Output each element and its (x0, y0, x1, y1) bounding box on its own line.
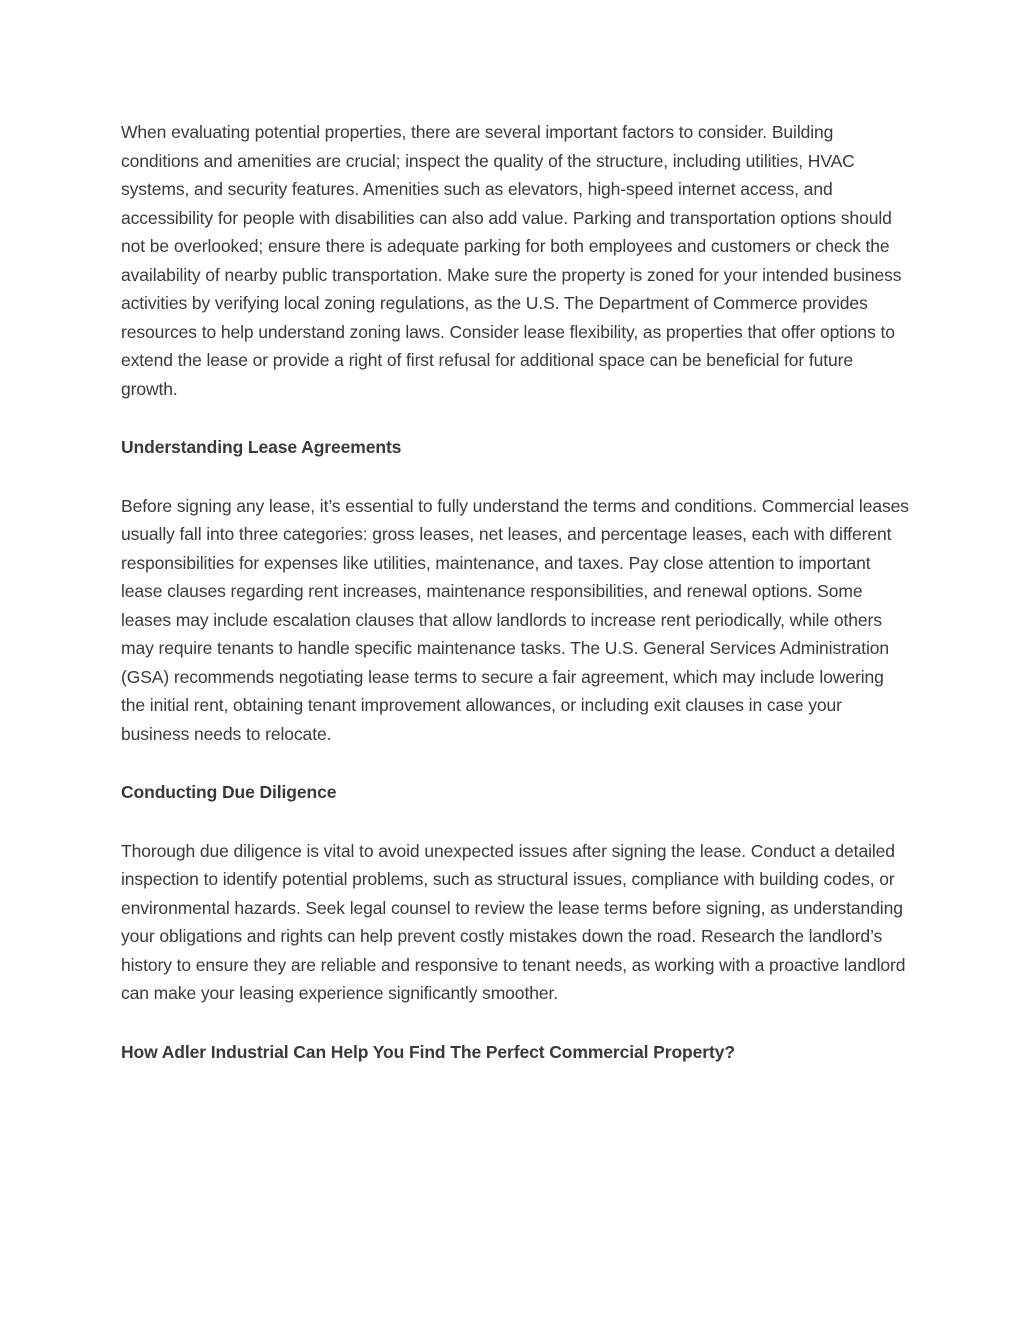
due-diligence-paragraph: Thorough due diligence is vital to avoid unexpected issues after signing the lease. Conduct a detailed inspection to identify potential problems, such as structural issues, compliance with building codes, or environmental hazards. Seek legal counsel to review the lease terms before signing, as understanding your obligations and rights can help prevent costly mistakes down the road. Research the landlord’s history to ensure they are reliable and responsive to tenant needs, as working with a proactive landlord can make your leasing experience significantly smoother. (121, 840, 906, 1003)
spacer (121, 462, 911, 492)
lease-agreements-heading: Understanding Lease Agreements (121, 437, 402, 457)
due-diligence-heading: Conducting Due Diligence (121, 782, 337, 802)
spacer (121, 748, 911, 778)
spacer (121, 403, 911, 433)
spacer (121, 1008, 911, 1038)
property-factors-paragraph: When evaluating potential properties, there are several important factors to consider. Building conditions and amenities are crucial; inspect the quality of the structure, including utilities, HVAC systems, and security features. Amenities such as elevators, high-speed internet access, and accessibility for people with disabilities can also add value. Parking and transportation options should not be overlooked; ensure there is adequate parking for both employees and customers or check the availability of nearby public transportation. Make sure the property is zoned for your intended business activities by verifying local zoning regulations, as the U.S. The Department of Commerce provides resources to help understand zoning laws. Consider lease flexibility, as properties that offer options to extend the lease or provide a right of first refusal for additional space can be beneficial for future growth. (121, 122, 902, 399)
lease-agreements-paragraph: Before signing any lease, it’s essential to fully understand the terms and conditions. Commercial leases usually fall into three categories: gross leases, net leases, and percentage leases, each with different responsibilities for expenses like utilities, maintenance, and taxes. Pay close attention to important lease clauses regarding rent increases, maintenance responsibilities, and renewal options. Some leases may include escalation clauses that allow landlords to increase rent periodically, while others may require tenants to handle specific maintenance tasks. The U.S. General Services Administration (GSA) recommends negotiating lease terms to secure a fair agreement, which may include lowering the initial rent, obtaining tenant improvement allowances, or including exit clauses in case your business needs to relocate. (121, 495, 909, 744)
adler-help-heading: How Adler Industrial Can Help You Find The Perfect Commercial Property? (121, 1041, 735, 1062)
document-page (121, 118, 911, 1066)
spacer (121, 807, 911, 837)
